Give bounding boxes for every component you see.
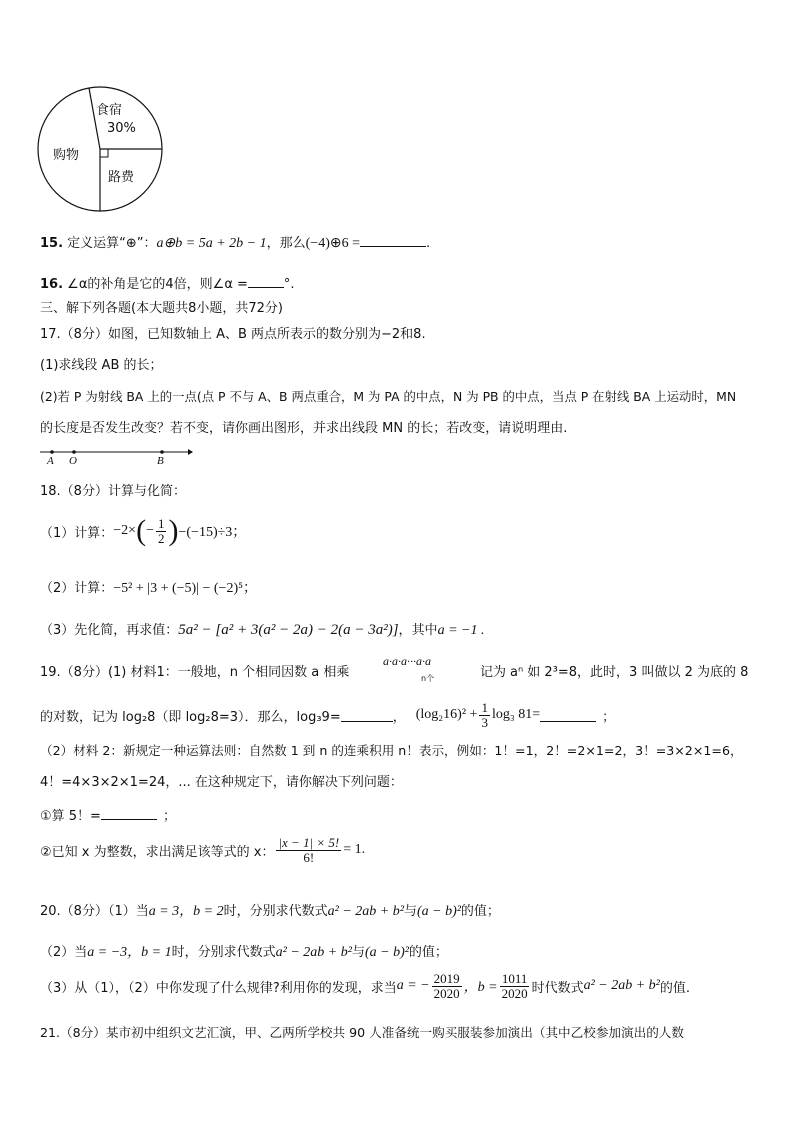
point-b — [160, 450, 164, 454]
q19-c2-fraction: $\frac{|x - 1| \times 5!}{6!}$ — [278, 835, 340, 865]
q16-text: ∠α的补角是它的4倍，则∠α = — [67, 277, 248, 292]
q20-part2 — [40, 941, 448, 961]
q19-product-under: n个 — [421, 674, 435, 683]
q15-expr: (−4)⊕6 = — [305, 236, 360, 251]
q17-head: 17.（8分）如图，已知数轴上 A、B 两点所表示的数分别为−2和8. — [40, 327, 426, 342]
question-16 — [40, 273, 295, 292]
q19-line2-expr2: log₃ 81= — [491, 707, 541, 723]
q20-p1-g: 的值； — [460, 904, 500, 919]
q15-end: . — [426, 236, 431, 251]
q20-p3-fraction1: $\frac{2019}{2020}$ — [433, 971, 460, 1001]
q20-p2-a: （2）当 — [40, 945, 88, 960]
q20-part3 — [40, 972, 690, 1000]
q18-part1-minus: − — [146, 523, 154, 538]
q19-c2-end: = 1. — [343, 842, 366, 858]
q19-product: a·a·a···a·a — [383, 654, 431, 668]
q18-part3-value: a = −1 . — [437, 623, 485, 638]
q20-p2-b: a = −3，b = 1 — [87, 945, 172, 960]
q17-part2-line1: (2)若 P 为射线 BA 上的一点(点 P 不与 A、B 两点重合，M 为 PA 的中点，N 为 PB 的中点，当点 P 在射线 BA 上运动时，MN — [40, 389, 737, 404]
q20-p3-f: 的值. — [659, 980, 691, 996]
q19-line2 — [40, 701, 615, 729]
q20-p1-f: (a − b)² — [416, 904, 461, 919]
q19-head2: 记为 — [480, 665, 507, 680]
q20-p3-a: （3）从（1），（2）中你发现了什么规律?利用你的发现，求当 — [40, 980, 397, 996]
q18-part1-expr-a: −2× — [113, 523, 137, 538]
q17-part1: (1)求线段 AB 的长； — [40, 358, 163, 373]
q19-expr-blank[interactable] — [540, 709, 596, 722]
q19-part2-line2: 4！=4×3×2×1=24，... 在这种规定下，请你解决下列问题： — [40, 775, 403, 790]
q15-text1: 定义运算“⊕”： — [67, 236, 157, 251]
q19-part2-line1: （2）材料 2：新规定一种运算法则：自然数 1 到 n 的连乘积用 n！表示，例如：1！=1，2！=2×1=2，3！=3×2×1=6， — [40, 743, 743, 758]
q19-line1 — [40, 661, 349, 680]
q20-p3-e: a² − 2ab + b² — [583, 978, 660, 994]
q16-number: 16. — [40, 277, 64, 292]
point-o — [72, 450, 76, 454]
pie-label-food: 食宿 — [96, 103, 123, 118]
q20-p2-d: a² − 2ab + b² — [275, 945, 352, 960]
q18-part1-paren: ( — [136, 514, 147, 547]
q20-p3-fraction2: $\frac{1011}{2020}$ — [501, 971, 528, 1001]
q20-part1 — [40, 900, 500, 920]
q21-text: 21.（8分）某市初中组织文艺汇演，甲、乙两所学校共 90 人准备统一购买服装参加演出（其中乙校参加演出的人数 — [40, 1025, 684, 1040]
q20-p1-d: a² − 2ab + b² — [327, 904, 404, 919]
q19-c1 — [40, 805, 176, 824]
q15-answer-blank[interactable] — [360, 234, 426, 247]
q18-part1-label: （1）计算： — [40, 525, 114, 541]
q18-part1 — [40, 516, 246, 546]
axis-label-a: A — [47, 455, 54, 467]
q19-line2-fraction: $\frac{1}{3}$ — [481, 700, 488, 730]
q18-part3-tail: ，其中 — [398, 623, 438, 638]
q20-p3-b: a = − — [396, 978, 430, 994]
q20-p1-e: 与 — [403, 904, 417, 919]
q19-c1-blank[interactable] — [101, 807, 157, 820]
question-15 — [40, 232, 430, 252]
q16-answer-blank[interactable] — [248, 275, 284, 288]
q18-part2-label: （2）计算： — [40, 581, 114, 596]
q18-part1-fraction: $\frac{1}{2}$ — [157, 515, 165, 546]
q19-log-blank[interactable] — [341, 709, 393, 722]
q19-c2-text: ②已知 x 为整数，求出满足该等式的 x： — [40, 844, 275, 860]
q20-p1-b: a = 3，b = 2 — [148, 904, 224, 919]
q19-line2-expr: (log₂16)² + — [415, 707, 478, 723]
q20-p2-e: 与 — [351, 945, 365, 960]
q15-text2: ，那么 — [266, 236, 306, 251]
q18-part3 — [40, 619, 484, 639]
q18-part1-expr-b: −(−15)÷3； — [178, 525, 247, 540]
q19-c1-end: ； — [162, 809, 176, 824]
q18-part1-paren-close: ) — [168, 514, 179, 547]
q19-c1-text: ①算 5！= — [40, 809, 101, 824]
q16-end: °. — [283, 277, 295, 292]
q17-part2-line2: 的长度是否发生改变？若不变，请你画出图形，并求出线段 MN 的长；若改变，请说明理由. — [40, 421, 568, 436]
q19-line2-text: 的对数，记为 log₂8（即 log₂8=3）．那么，log₃9= — [40, 709, 341, 725]
q18-part2 — [40, 577, 257, 597]
q20-p3-d: 时代数式 — [531, 980, 584, 996]
pie-label-travel: 路费 — [108, 170, 135, 185]
q15-number: 15. — [40, 236, 64, 251]
q19-head: 19.（8分）(1) 材料1：一般地，n 个相同因数 a 相乘 — [40, 665, 350, 680]
point-a — [50, 450, 54, 454]
q18-part2-expr: −5² + |3 + (−5)| − (−2)⁵； — [113, 581, 257, 596]
q18-part3-label: （3）先化简，再求值： — [40, 623, 179, 638]
pie-label-food-pct: 30% — [107, 121, 136, 136]
q20-p2-f: (a − b)² — [364, 945, 409, 960]
q19-line2-end: ； — [602, 709, 616, 725]
pie-label-shopping: 购物 — [53, 148, 80, 163]
q19-c2 — [40, 836, 365, 864]
number-line-arrow — [188, 449, 193, 455]
q18-head: 18.（8分）计算与化简： — [40, 484, 186, 499]
q20-p1-c: 时，分别求代数式 — [223, 904, 328, 919]
q20-p1-a: 20.（8分）（1）当 — [40, 904, 149, 919]
q20-p2-g: 的值； — [408, 945, 448, 960]
q20-p2-c: 时，分别求代数式 — [171, 945, 276, 960]
q20-p3-c: ，b = — [463, 980, 498, 996]
q15-formula: a⊕b = 5a + 2b − 1 — [156, 236, 267, 251]
q19-line2-comma: ， — [392, 709, 406, 725]
axis-label-o: O — [69, 455, 77, 467]
number-line — [38, 444, 198, 468]
section-3-heading: 三、解下列各题(本大题共8小题，共72分) — [40, 301, 283, 316]
q18-part3-expr: 5a² − [a² + 3(a² − 2a) − 2(a − 3a²)] — [178, 622, 399, 638]
q19-head3: aⁿ 如 2³=8，此时，3 叫做以 2 为底的 8 — [510, 665, 749, 680]
axis-label-b: B — [157, 455, 164, 467]
